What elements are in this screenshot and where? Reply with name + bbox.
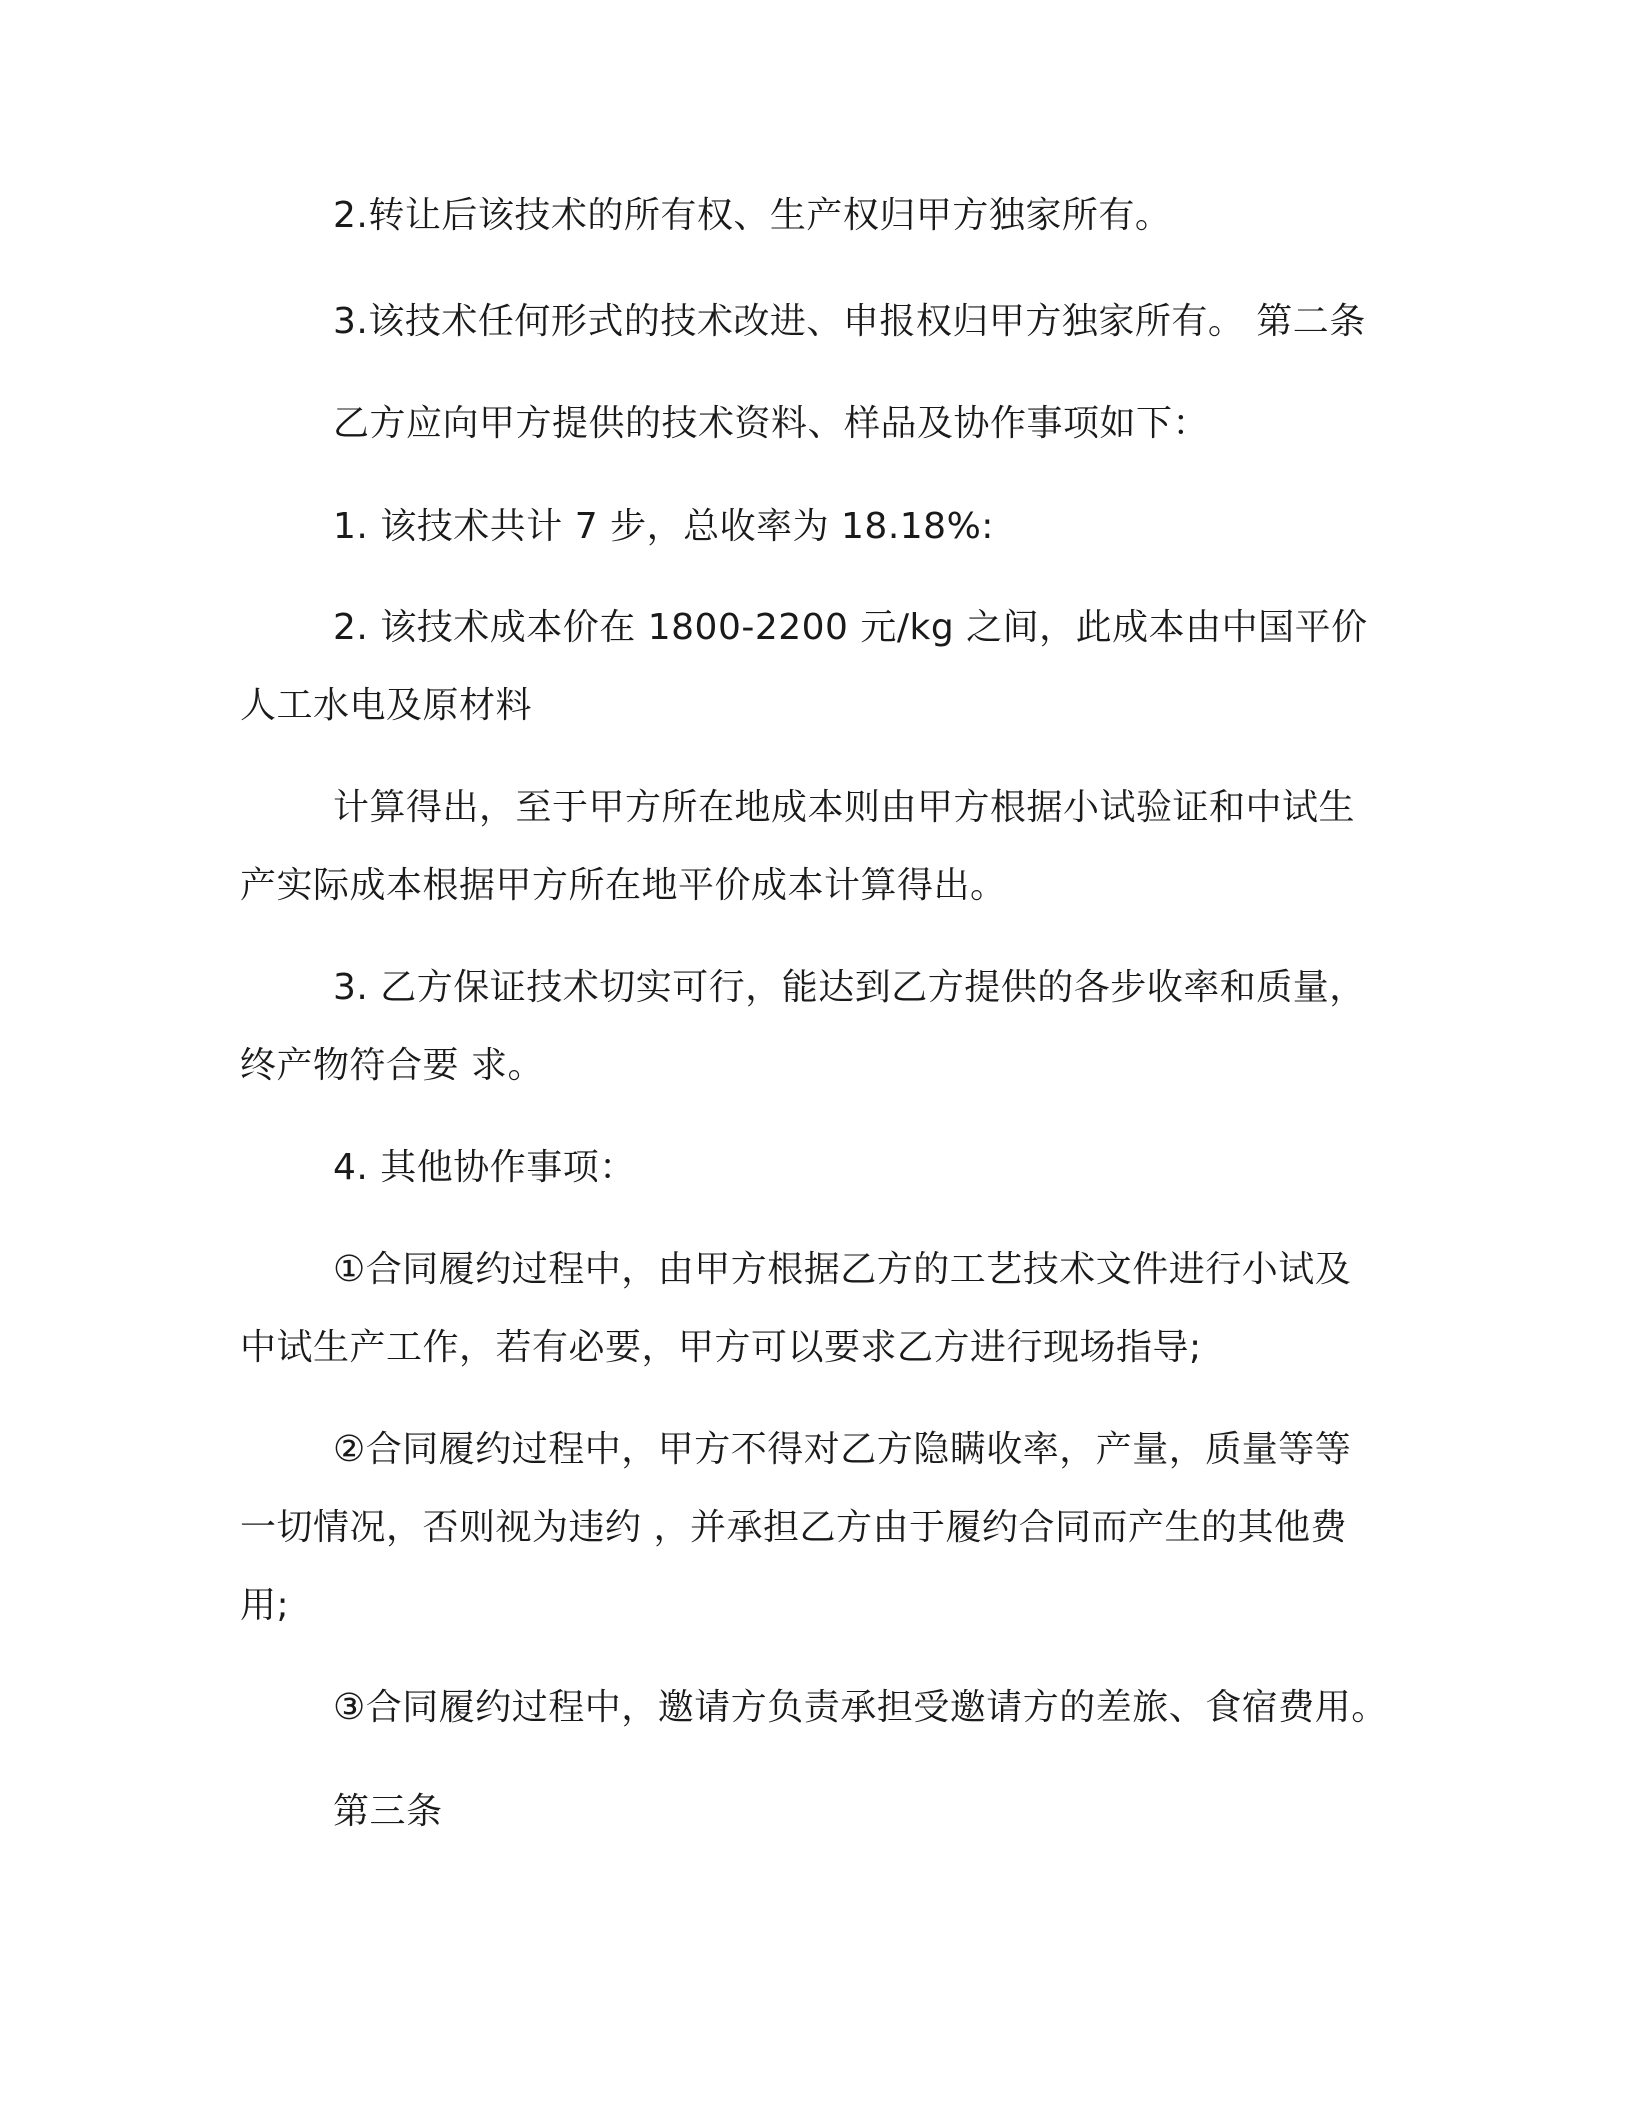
text-line-item-1: ①合同履约过程中，由甲方根据乙方的工艺技术文件进行小试及 (333, 1249, 1352, 1290)
text-line-guarantee: 3. 乙方保证技术切实可行，能达到乙方提供的各步收率和质量， (333, 967, 1366, 1008)
text-line-yield: 1. 该技术共计 7 步，总收率为 18.18%: (333, 506, 994, 547)
text-line-item-3: ③合同履约过程中，邀请方负责承担受邀请方的差旅、食宿费用。 (333, 1687, 1388, 1728)
text-line-cost-continuation: 人工水电及原材料 (240, 685, 533, 726)
text-line-guarantee-continuation: 终产物符合要 求。 (240, 1045, 544, 1086)
text-line-ownership: 2.转让后该技术的所有权、生产权归甲方独家所有。 (333, 195, 1172, 236)
text-line-cost-price: 2. 该技术成本价在 1800-2200 元/kg 之间，此成本由中国平价 (333, 607, 1368, 648)
text-line-calculation-continuation: 产实际成本根据甲方所在地平价成本计算得出。 (240, 865, 1007, 906)
section-heading-article-3: 第三条 (333, 1791, 443, 1832)
text-line-other-matters: 4. 其他协作事项： (333, 1147, 636, 1188)
text-line-calculation: 计算得出，至于甲方所在地成本则由甲方根据小试验证和中试生 (333, 787, 1356, 828)
text-line-item-1-continuation: 中试生产工作，若有必要，甲方可以要求乙方进行现场指导; (240, 1327, 1202, 1368)
text-line-improvement-rights: 3.该技术任何形式的技术改进、申报权归甲方独家所有。 第二条 (333, 301, 1366, 342)
text-line-item-2-end: 用; (240, 1585, 290, 1626)
text-line-item-2-continuation: 一切情况，否则视为违约 ，并承担乙方由于履约合同而产生的其他费 (240, 1507, 1347, 1548)
text-line-provision-heading: 乙方应向甲方提供的技术资料、样品及协作事项如下： (333, 403, 1210, 444)
text-line-item-2: ②合同履约过程中，甲方不得对乙方隐瞒收率，产量，质量等等 (333, 1429, 1352, 1470)
